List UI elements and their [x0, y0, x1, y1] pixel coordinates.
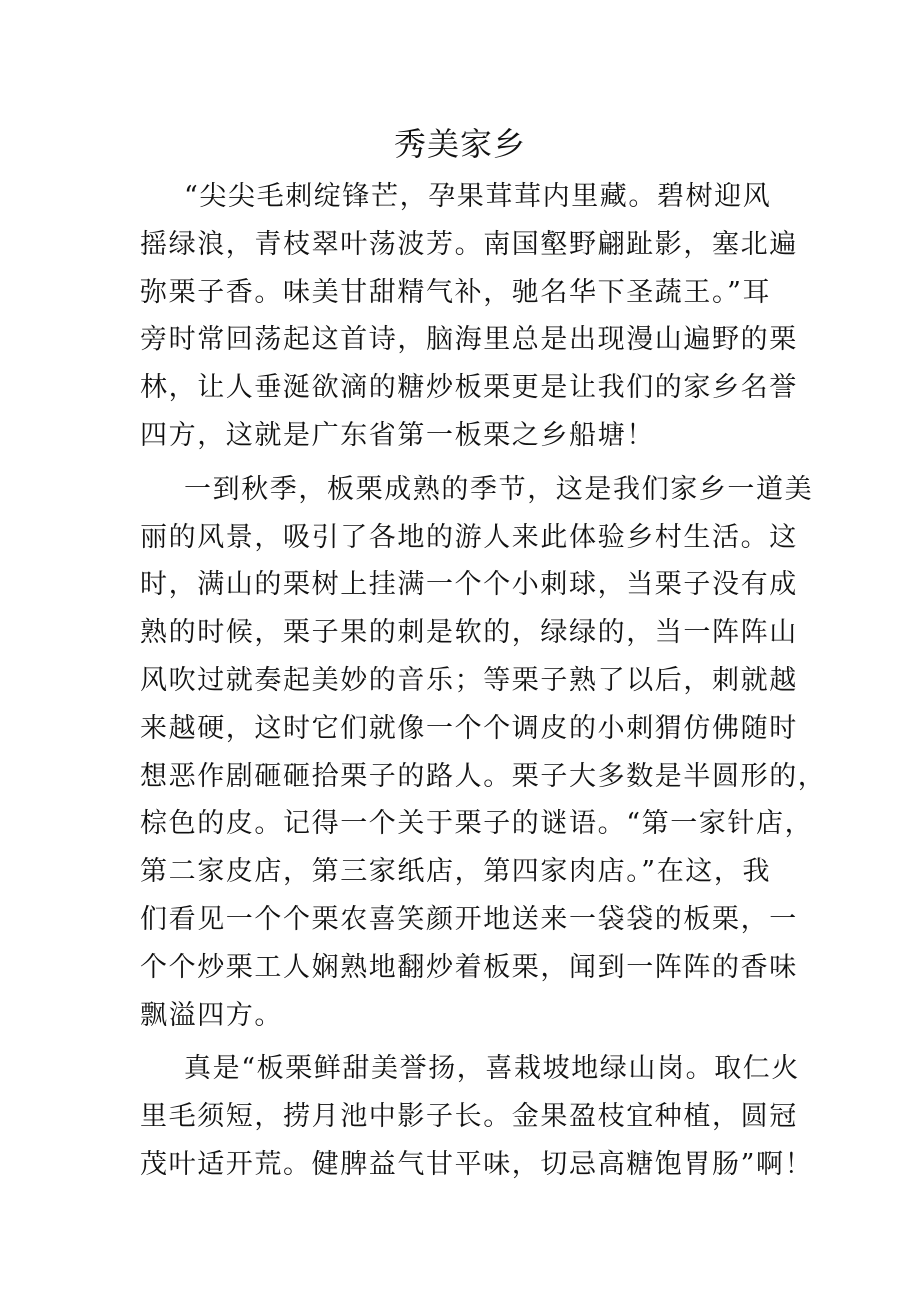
text-line: “尖尖毛刺绽锋芒，孕果茸茸内里藏。碧树迎风	[184, 181, 772, 212]
text-line: 第二家皮店，第三家纸店，第四家肉店。”在这，我	[140, 856, 772, 888]
paragraph-2	[140, 466, 827, 1040]
text-line: 时，满山的栗树上挂满一个个小刺球，当栗子没有成	[140, 569, 798, 601]
paragraph-3	[140, 1045, 814, 1188]
text-line: 摇绿浪，青枝翠叶荡波芳。南国壑野翩趾影，塞北遍	[140, 228, 798, 260]
document-title: 秀美家乡	[393, 125, 526, 163]
text-line: 一到秋季，板栗成熟的季节，这是我们家乡一道美	[184, 473, 814, 505]
text-line: 飘溢四方。	[140, 999, 283, 1031]
text-line: 想恶作剧砸砸拾栗子的路人。栗子大多数是半圆形的，	[140, 760, 827, 792]
document-body	[140, 173, 827, 1195]
text-line: 真是“板栗鲜甜美誉扬，喜栽坡地绿山岗。取仁火	[184, 1053, 801, 1085]
text-line: 林，让人垂涎欲滴的糖炒板栗更是让我们的家乡名誉	[140, 372, 798, 404]
text-line: 风吹过就奏起美妙的音乐；等栗子熟了以后，刺就越	[140, 664, 798, 696]
text-line: 茂叶适开荒。健脾益气甘平味，切忌高糖饱胃肠”啊！	[140, 1148, 814, 1180]
text-line: 丽的风景，吸引了各地的游人来此体验乡村生活。这	[140, 521, 798, 553]
text-line: 棕色的皮。记得一个关于栗子的谜语。“第一家针店，	[140, 808, 814, 840]
paragraph-1	[140, 173, 798, 460]
text-line: 个个炒栗工人娴熟地翻炒着板栗，闻到一阵阵的香味	[140, 951, 798, 983]
text-line: 旁时常回荡起这首诗，脑海里总是出现漫山遍野的栗	[140, 324, 798, 356]
text-line: 里毛须短，捞月池中影子长。金果盈枝宜种植，圆冠	[140, 1101, 798, 1133]
text-line: 四方，这就是广东省第一板栗之乡船塘！	[140, 419, 655, 451]
text-line: 熟的时候，栗子果的刺是软的，绿绿的，当一阵阵山	[140, 617, 798, 649]
text-line: 弥栗子香。味美甘甜精气补，驰名华下圣蔬王。”耳	[140, 276, 772, 308]
text-line: 们看见一个个栗农喜笑颜开地送来一袋袋的板栗，一	[140, 903, 798, 935]
text-line: 来越硬，这时它们就像一个个调皮的小刺猬仿佛随时	[140, 712, 798, 744]
